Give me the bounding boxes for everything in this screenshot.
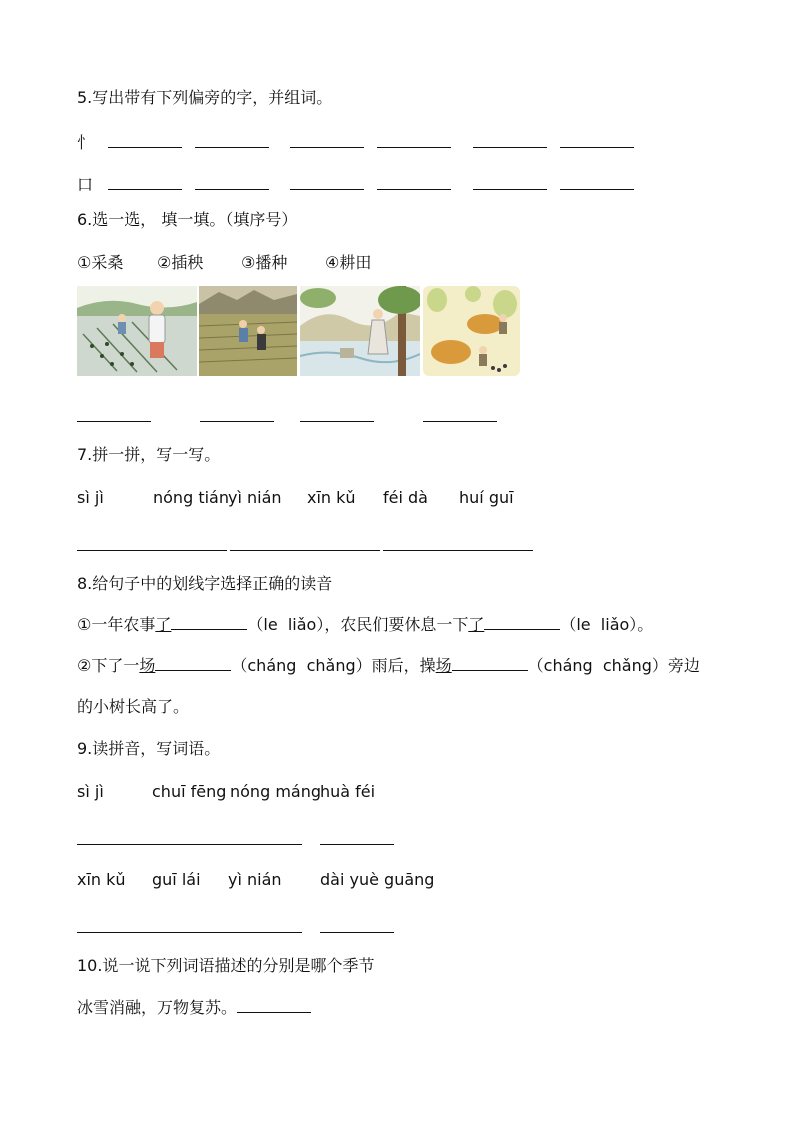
answer-blank[interactable] — [560, 175, 634, 190]
answer-blank[interactable] — [377, 133, 451, 148]
pinyin: guī lái — [152, 870, 201, 889]
underlined-char: 场 — [435, 656, 452, 675]
answer-blank[interactable] — [290, 133, 364, 148]
picture-transplanting-rice — [77, 286, 197, 376]
q8-title: 8.给句子中的划线字选择正确的读音 — [77, 574, 333, 593]
q5-title: 5.写出带有下列偏旁的字，并组词。 — [77, 88, 333, 107]
answer-blank[interactable] — [155, 656, 231, 671]
answer-blank[interactable] — [473, 133, 547, 148]
radical-label: 口 — [77, 175, 94, 194]
answer-blank[interactable] — [171, 615, 247, 630]
q8-sentence-1 — [77, 615, 653, 635]
answer-blank[interactable] — [320, 918, 394, 933]
pinyin: féi dà — [383, 488, 428, 507]
answer-blank[interactable] — [290, 175, 364, 190]
q8-sentence-2 — [77, 656, 700, 676]
pinyin: nóng máng — [230, 782, 321, 801]
underlined-char: 了 — [155, 615, 172, 634]
answer-blank[interactable] — [200, 407, 274, 422]
answer-blank[interactable] — [77, 536, 227, 551]
pinyin: yì nián — [228, 488, 282, 507]
q6-option: ③播种 — [241, 253, 288, 272]
answer-blank[interactable] — [77, 918, 302, 933]
q6-option: ②插秧 — [157, 253, 204, 272]
underlined-char: 场 — [139, 656, 156, 675]
answer-blank[interactable] — [237, 998, 311, 1013]
picture-picking-mulberry — [300, 286, 420, 376]
answer-blank[interactable] — [560, 133, 634, 148]
q5-row-2 — [77, 172, 107, 195]
radical-label: 忄 — [77, 133, 94, 152]
answer-blank[interactable] — [230, 536, 380, 551]
answer-blank[interactable] — [108, 133, 182, 148]
answer-blank[interactable] — [377, 175, 451, 190]
sentence-text: （cháng chǎng）雨后，操 — [231, 656, 436, 675]
underlined-char: 了 — [468, 615, 485, 634]
pinyin: huí guī — [459, 488, 514, 507]
sentence-text: （cháng chǎng）旁边 — [527, 656, 700, 675]
answer-blank[interactable] — [423, 407, 497, 422]
sentence-text: （le liǎo）。 — [560, 615, 654, 634]
answer-blank[interactable] — [195, 133, 269, 148]
pinyin: huà féi — [320, 782, 376, 801]
pinyin: nóng tián — [153, 488, 229, 507]
pinyin: yì nián — [228, 870, 282, 889]
answer-blank[interactable] — [195, 175, 269, 190]
sentence-text: 冰雪消融，万物复苏。 — [77, 998, 238, 1017]
q9-title: 9.读拼音，写词语。 — [77, 739, 221, 758]
q7-title: 7.拼一拼，写一写。 — [77, 445, 221, 464]
pinyin: dài yuè guāng — [320, 870, 435, 889]
picture-sowing — [199, 286, 297, 376]
q8-sentence-2-cont: 的小树长高了。 — [77, 697, 190, 716]
pinyin: xīn kǔ — [77, 870, 126, 889]
pinyin: chuī fēng — [152, 782, 227, 801]
q10-title: 10.说一说下列词语描述的分别是哪个季节 — [77, 956, 375, 975]
answer-blank[interactable] — [77, 407, 151, 422]
answer-blank[interactable] — [108, 175, 182, 190]
sentence-text: （le liǎo），农民们要休息一下 — [247, 615, 469, 634]
q6-option: ④耕田 — [325, 253, 372, 272]
picture-plowing-field — [423, 286, 520, 376]
answer-blank[interactable] — [383, 536, 533, 551]
answer-blank[interactable] — [484, 615, 560, 630]
pinyin: xīn kǔ — [307, 488, 356, 507]
q10-line-1 — [77, 998, 311, 1018]
answer-blank[interactable] — [452, 656, 528, 671]
sentence-text: ①一年农事 — [77, 615, 156, 634]
answer-blank[interactable] — [473, 175, 547, 190]
answer-blank[interactable] — [320, 830, 394, 845]
answer-blank[interactable] — [300, 407, 374, 422]
q6-option: ①采桑 — [77, 253, 124, 272]
answer-blank[interactable] — [77, 830, 302, 845]
q6-title: 6.选一选， 填一填。（填序号） — [77, 210, 298, 229]
pinyin: sì jì — [77, 488, 104, 507]
sentence-text: ②下了一 — [77, 656, 140, 675]
pinyin: sì jì — [77, 782, 104, 801]
q5-row-1 — [77, 130, 107, 153]
